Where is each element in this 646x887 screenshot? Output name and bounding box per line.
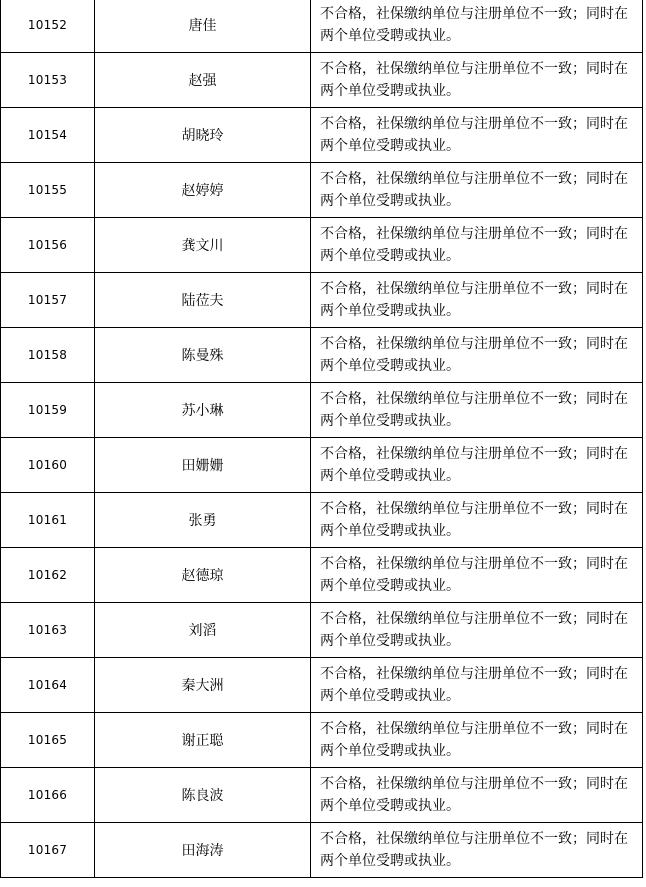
result-cell	[311, 493, 643, 547]
result-cell	[311, 108, 643, 162]
result-text: 不合格，社保缴纳单位与注册单位不一致；同时在两个单位受聘或执业。	[320, 776, 628, 814]
result-text: 不合格，社保缴纳单位与注册单位不一致；同时在两个单位受聘或执业。	[320, 446, 628, 484]
id-cell: 10160	[1, 438, 95, 492]
result-cell	[311, 328, 643, 382]
result-text: 不合格，社保缴纳单位与注册单位不一致；同时在两个单位受聘或执业。	[320, 666, 628, 704]
result-text: 不合格，社保缴纳单位与注册单位不一致；同时在两个单位受聘或执业。	[320, 61, 628, 99]
table-row	[1, 438, 643, 493]
result-text: 不合格，社保缴纳单位与注册单位不一致；同时在两个单位受聘或执业。	[320, 556, 628, 594]
table-row	[1, 383, 643, 438]
name-cell: 田海涛	[95, 823, 311, 877]
name-cell: 秦大洲	[95, 658, 311, 712]
result-cell	[311, 383, 643, 437]
id-cell: 10155	[1, 163, 95, 217]
result-cell	[311, 273, 643, 327]
table-row	[1, 493, 643, 548]
name-cell: 田姗姗	[95, 438, 311, 492]
result-text: 不合格，社保缴纳单位与注册单位不一致；同时在两个单位受聘或执业。	[320, 226, 628, 264]
table-row	[1, 163, 643, 218]
id-cell: 10156	[1, 218, 95, 272]
table-row	[1, 658, 643, 713]
id-cell: 10165	[1, 713, 95, 767]
result-text: 不合格，社保缴纳单位与注册单位不一致；同时在两个单位受聘或执业。	[320, 171, 628, 209]
result-text: 不合格，社保缴纳单位与注册单位不一致；同时在两个单位受聘或执业。	[320, 281, 628, 319]
id-cell: 10152	[1, 0, 95, 52]
id-cell: 10159	[1, 383, 95, 437]
result-cell	[311, 603, 643, 657]
name-cell: 胡晓玲	[95, 108, 311, 162]
id-cell: 10154	[1, 108, 95, 162]
name-cell: 陈良波	[95, 768, 311, 822]
result-cell	[311, 53, 643, 107]
result-text: 不合格，社保缴纳单位与注册单位不一致；同时在两个单位受聘或执业。	[320, 611, 628, 649]
id-cell: 10167	[1, 823, 95, 877]
name-cell: 唐佳	[95, 0, 311, 52]
result-cell	[311, 163, 643, 217]
result-text: 不合格，社保缴纳单位与注册单位不一致；同时在两个单位受聘或执业。	[320, 721, 628, 759]
id-cell: 10162	[1, 548, 95, 602]
name-cell: 刘滔	[95, 603, 311, 657]
result-cell	[311, 218, 643, 272]
result-text: 不合格，社保缴纳单位与注册单位不一致；同时在两个单位受聘或执业。	[320, 6, 628, 44]
name-cell: 苏小琳	[95, 383, 311, 437]
table-row	[1, 603, 643, 658]
id-cell: 10163	[1, 603, 95, 657]
id-cell: 10161	[1, 493, 95, 547]
id-cell: 10153	[1, 53, 95, 107]
name-cell: 谢正聪	[95, 713, 311, 767]
name-cell: 赵强	[95, 53, 311, 107]
result-cell	[311, 658, 643, 712]
table-row	[1, 548, 643, 603]
table-row	[1, 53, 643, 108]
name-cell: 龚文川	[95, 218, 311, 272]
result-cell	[311, 713, 643, 767]
result-text: 不合格，社保缴纳单位与注册单位不一致；同时在两个单位受聘或执业。	[320, 501, 628, 539]
id-cell: 10158	[1, 328, 95, 382]
result-cell	[311, 0, 643, 52]
name-cell: 赵德琼	[95, 548, 311, 602]
id-cell: 10166	[1, 768, 95, 822]
name-cell: 赵婷婷	[95, 163, 311, 217]
result-text: 不合格，社保缴纳单位与注册单位不一致；同时在两个单位受聘或执业。	[320, 336, 628, 374]
table-row	[1, 823, 643, 878]
table-row	[1, 328, 643, 383]
result-cell	[311, 823, 643, 877]
name-cell: 陆莅夫	[95, 273, 311, 327]
table-row	[1, 273, 643, 328]
table-row	[1, 713, 643, 768]
result-cell	[311, 768, 643, 822]
name-cell: 陈曼殊	[95, 328, 311, 382]
result-text: 不合格，社保缴纳单位与注册单位不一致；同时在两个单位受聘或执业。	[320, 391, 628, 429]
result-text: 不合格，社保缴纳单位与注册单位不一致；同时在两个单位受聘或执业。	[320, 116, 628, 154]
result-cell	[311, 548, 643, 602]
result-cell	[311, 438, 643, 492]
id-cell: 10157	[1, 273, 95, 327]
table-row	[1, 0, 643, 53]
name-cell: 张勇	[95, 493, 311, 547]
table-row	[1, 108, 643, 163]
result-text: 不合格，社保缴纳单位与注册单位不一致；同时在两个单位受聘或执业。	[320, 831, 628, 869]
table-row	[1, 768, 643, 823]
table-row	[1, 218, 643, 273]
id-cell: 10164	[1, 658, 95, 712]
